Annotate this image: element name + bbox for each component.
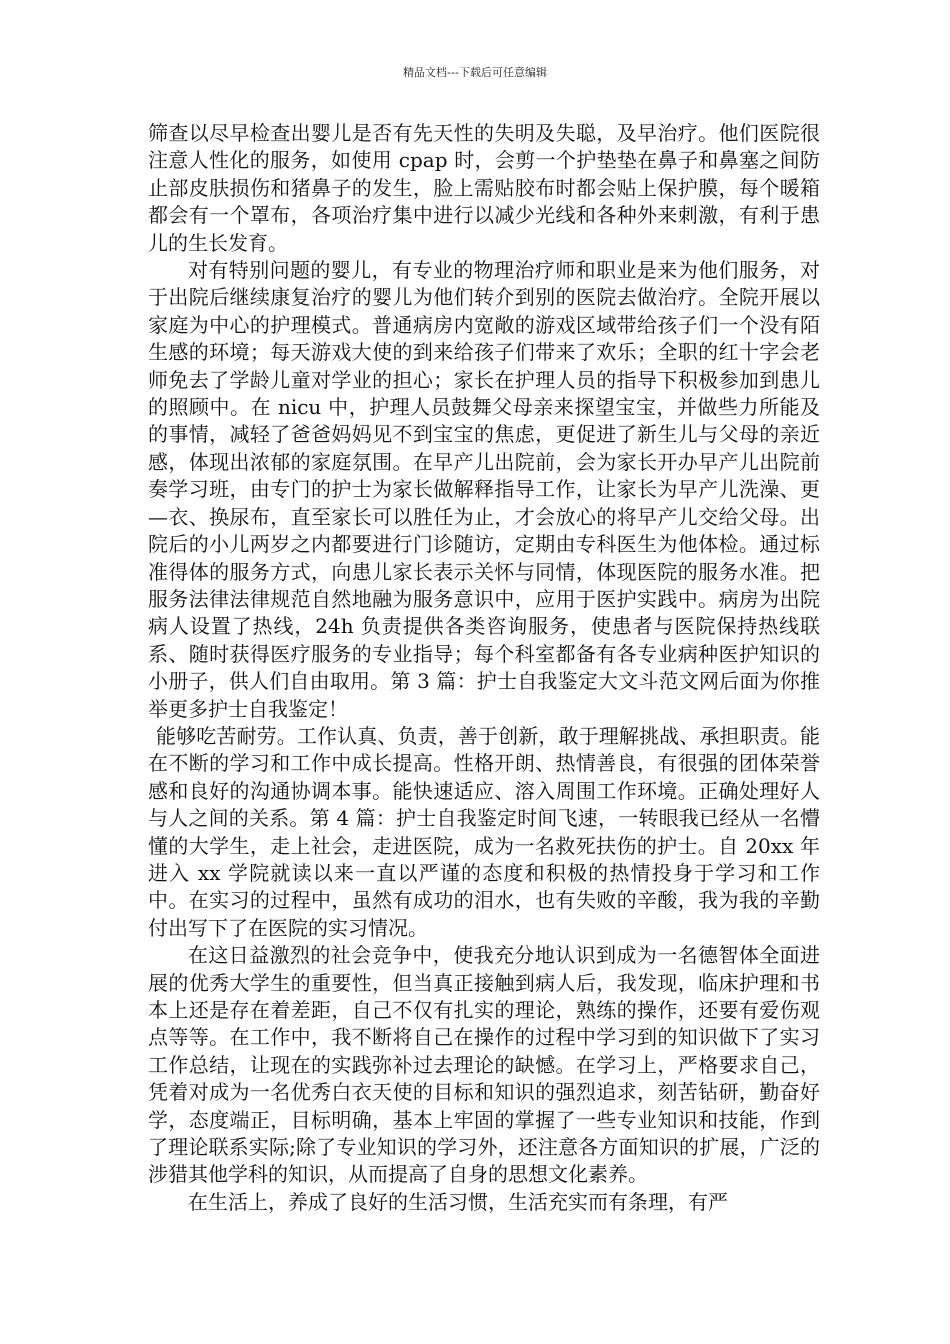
paragraph: 在这日益激烈的社会竞争中，使我充分地认识到成为一名德智体全面进展的优秀大学生的重要性，但当真正接触到病人后，我发现，临床护理和书本上还是存在着差距，自己不仅有扎实的理论，熟练的操作，还要有爱伤观点等等。在工作中，我不断将自己在操作的过程中学习到的知识做下了实习工作总结，让现在的实践弥补过去理论的缺憾。在学习上，严格要求自己，凭着对成为一名优秀白衣天使的目标和知识的强烈追求，刻苦钻研，勤奋好学，态度端正，目标明确，基本上牢固的掌握了一些专业知识和技能，作到了理论联系实际;除了专业知识的学习外，还注意各方面知识的扩展，广泛的涉猎其他学科的知识，从而提高了自身的思想文化素养。 [148, 943, 820, 1187]
document-body [148, 120, 820, 1216]
paragraph: 在生活上，养成了良好的生活习惯，生活充实而有条理，有严 [188, 1189, 728, 1214]
paragraph: 对有特别问题的婴儿，有专业的物理治疗师和职业是来为他们服务，对于出院后继续康复治疗的婴儿为他们转介到别的医院去做治疗。全院开展以家庭为中心的护理模式。普通病房内宽敞的游戏区域带给孩子们一个没有陌生感的环境；每天游戏大使的到来给孩子们带来了欢乐；全职的红十字会老师免去了学龄儿童对学业的担心；家长在护理人员的指导下积极参加到患儿的照顾中。在 nicu 中，护理人员鼓舞父母亲来探望宝宝，并做些力所能及的事情，减轻了爸爸妈妈见不到宝宝的焦虑，更促进了新生儿与父母的亲近感，体现出浓郁的家庭氛围。在早产儿出院前，会为家长开办早产儿出院前奏学习班，由专门的护士为家长做解释指导工作，让家长为早产儿洗澡、更—衣、换尿布，直至家长可以胜任为止，才会放心的将早产儿交给父母。出院后的小儿两岁之内都要进行门诊随访，定期由专科医生为他体检。通过标准得体的服务方式，向患儿家长表示关怀与同情，体现医院的服务水准。把服务法律法律规范自然地融为服务意识中，应用于医护实践中。病房为出院病人设置了热线，24h 负责提供各类咨询服务，使患者与医院保持热线联系、随时获得医疗服务的专业指导；每个科室都备有各专业病种医护知识的小册子，供人们自由取用。第 3 篇：护士自我鉴定大文斗范文网后面为你推举更多护士自我鉴定！ [148, 258, 820, 721]
paragraph: 能够吃苦耐劳。工作认真、负责，善于创新，敢于理解挑战、承担职责。能在不断的学习和工作中成长提高。性格开朗、热情善良，有很强的团体荣誉感和良好的沟通协调本事。能快速适应、溶入周围工作环境。正确处理好人与人之间的关系。第 4 篇：护士自我鉴定时间飞速，一转眼我已经从一名懵懂的大学生，走上社会，走进医院，成为一名救死扶伤的护士。自 20xx 年进入 xx 学院就读以来一直以严谨的态度和积极的热情投身于学习和工作中。在实习的过程中，虽然有成功的泪水，也有失败的辛酸，我为我的辛勤付出写下了在医院的实习情况。 [148, 723, 820, 940]
paragraph: 筛查以尽早检查出婴儿是否有先天性的失明及失聪，及早治疗。他们医院很注意人性化的服务，如使用 cpap 时，会剪一个护垫垫在鼻子和鼻塞之间防止部皮肤损伤和猪鼻子的发生，脸上需贴胶布时都会贴上保护膜，每个暖箱都会有一个罩布，各项治疗集中进行以减少光线和各种外来刺激，有利于患儿的生长发育。 [148, 121, 820, 255]
page-header: 精品文档---下载后可任意编辑 [403, 66, 547, 79]
